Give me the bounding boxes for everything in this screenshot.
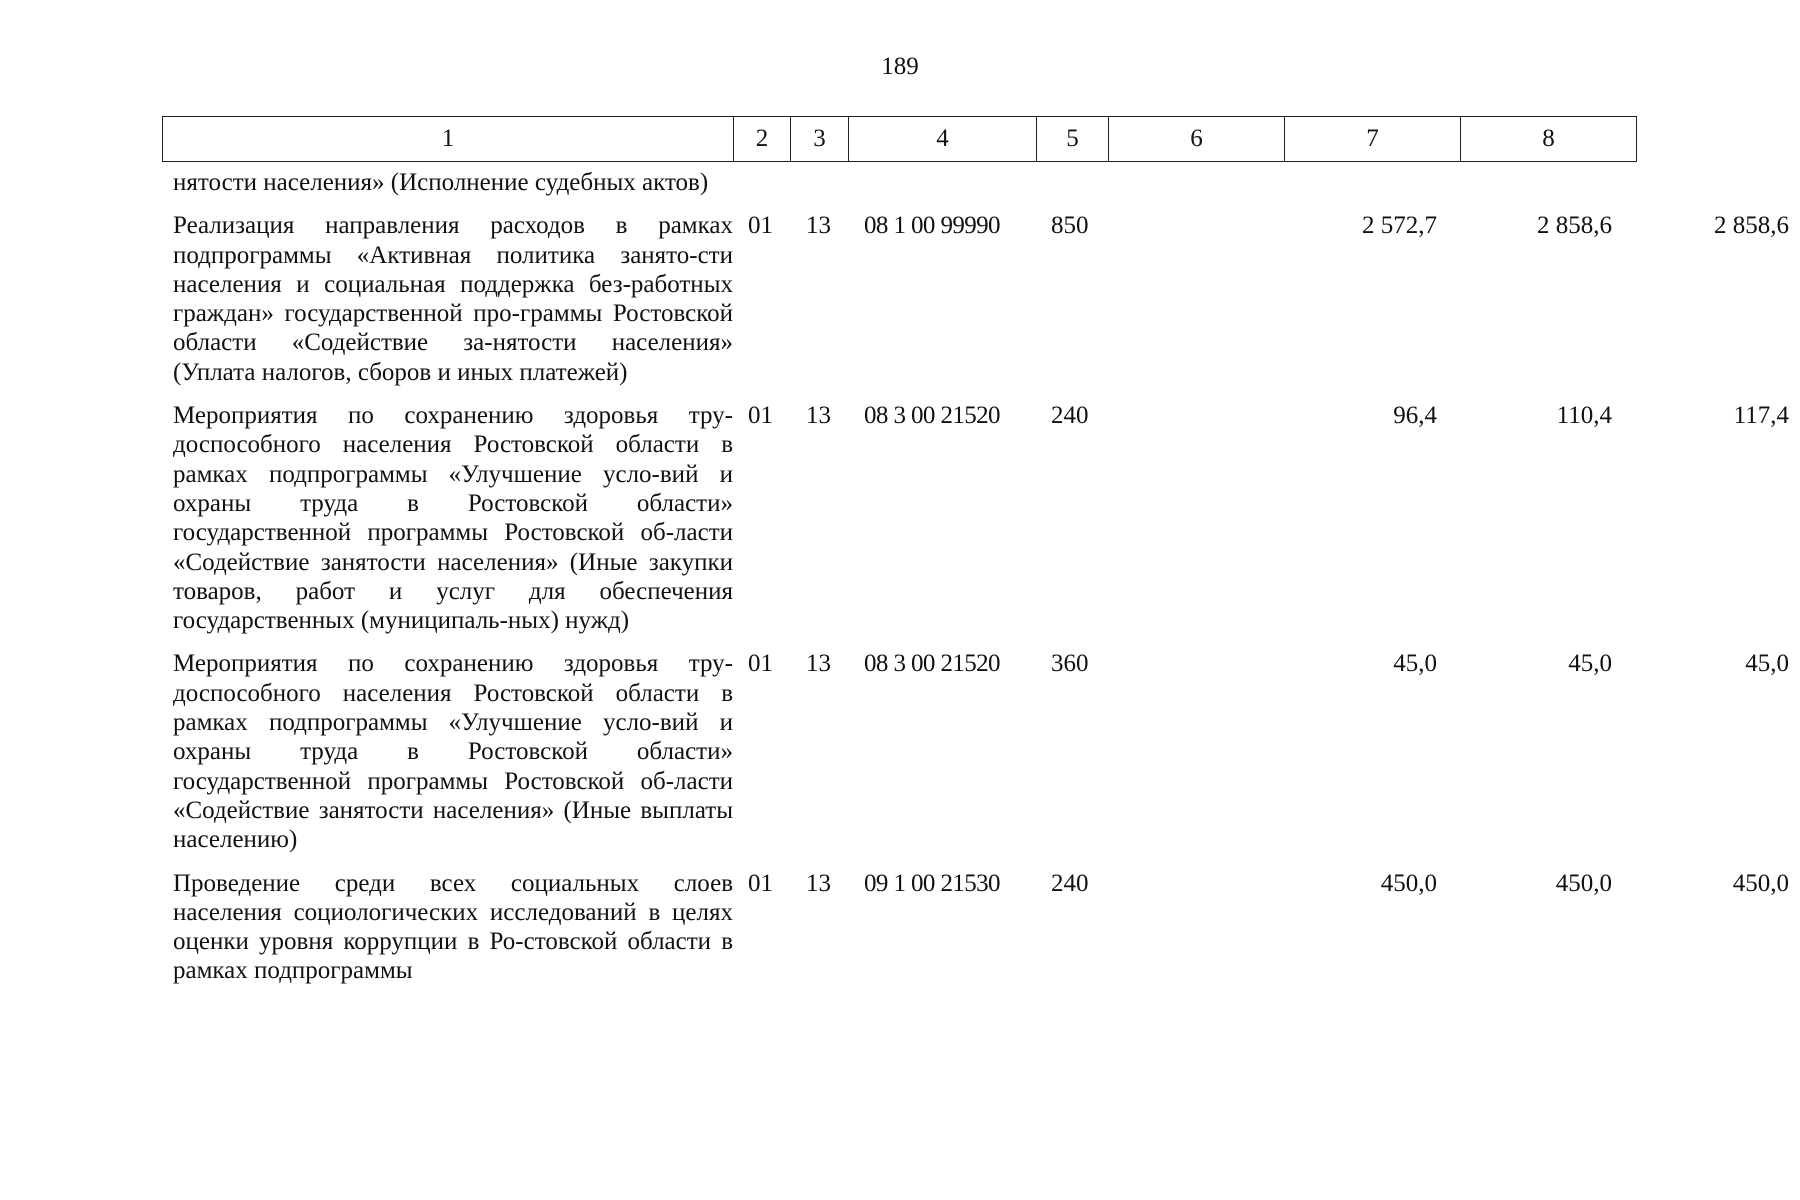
table-row [162,869,1789,986]
header-cell: 4 [849,117,1037,162]
row-description: нятости населения» (Исполнение судебных актов) [173,169,709,196]
expense-type-code: 360 [1051,650,1089,678]
subsection-code: 13 [806,869,831,897]
row-description: Реализация направления расходов в рамках подпрограммы «Активная политика занято-сти населения и социальная поддержка без-работных граждан» государственной про-граммы Ростовской области «Содействие за-нятости населения» (Уплата налогов, сборов и иных платежей) [173,212,733,386]
header-cell: 8 [1461,117,1637,162]
table-row [162,649,1789,854]
table-row [162,211,1789,387]
amount-col-7: 2 858,6 [1537,212,1612,240]
target-article-code: 08 3 00 21520 [864,650,1000,678]
header-cell: 5 [1037,117,1109,162]
expense-type-code: 240 [1051,869,1089,897]
header-cell: 6 [1109,117,1285,162]
amount-col-6: 96,4 [1393,402,1437,430]
subsection-code: 13 [806,212,831,240]
header-cell: 7 [1285,117,1461,162]
header-row [163,117,1637,162]
header-cell: 3 [791,117,849,162]
page-number: 189 [881,53,919,80]
section-code: 01 [748,869,773,897]
table-body [162,168,1789,986]
section-code: 01 [748,402,773,430]
table-row [162,168,733,197]
target-article-code: 08 3 00 21520 [864,402,1000,430]
section-code: 01 [748,650,773,678]
amount-col-7: 110,4 [1556,402,1612,430]
subsection-code: 13 [806,650,831,678]
amount-col-6: 45,0 [1393,650,1437,678]
target-article-code: 08 1 00 99990 [864,212,1000,240]
header-cell: 1 [163,117,734,162]
target-article-code: 09 1 00 21530 [864,869,1000,897]
amount-col-8: 45,0 [1745,650,1789,678]
table-row [162,401,1789,635]
amount-col-8: 117,4 [1733,402,1789,430]
column-header-table [162,116,1637,162]
amount-col-6: 450,0 [1380,869,1437,897]
header-cell: 2 [734,117,791,162]
subsection-code: 13 [806,402,831,430]
amount-col-8: 2 858,6 [1714,212,1789,240]
row-description: Мероприятия по сохранению здоровья тру-доспособного населения Ростовской области в рамках подпрограммы «Улучшение усло-вий и охраны труда в Ростовской области» государственной программы Ростовской об-ласти «Содействие занятости населения» (Иные выплаты населению) [173,650,733,854]
amount-col-7: 450,0 [1555,869,1612,897]
expense-type-code: 850 [1051,212,1089,240]
amount-col-8: 450,0 [1732,869,1789,897]
expense-type-code: 240 [1051,402,1089,430]
row-description: Мероприятия по сохранению здоровья тру-доспособного населения Ростовской области в рамках подпрограммы «Улучшение усло-вий и охраны труда в Ростовской области» государственной программы Ростовской об-ласти «Содействие занятости населения» (Иные закупки товаров, работ и услуг для обеспечения государственных (муниципаль-ных) нужд) [173,402,733,635]
section-code: 01 [748,212,773,240]
amount-col-6: 2 572,7 [1362,212,1437,240]
row-description: Проведение среди всех социальных слоев населения социологических исследований в целях оценки уровня коррупции в Ро-стовской области в рамках подпрограммы [173,869,733,985]
amount-col-7: 45,0 [1568,650,1612,678]
